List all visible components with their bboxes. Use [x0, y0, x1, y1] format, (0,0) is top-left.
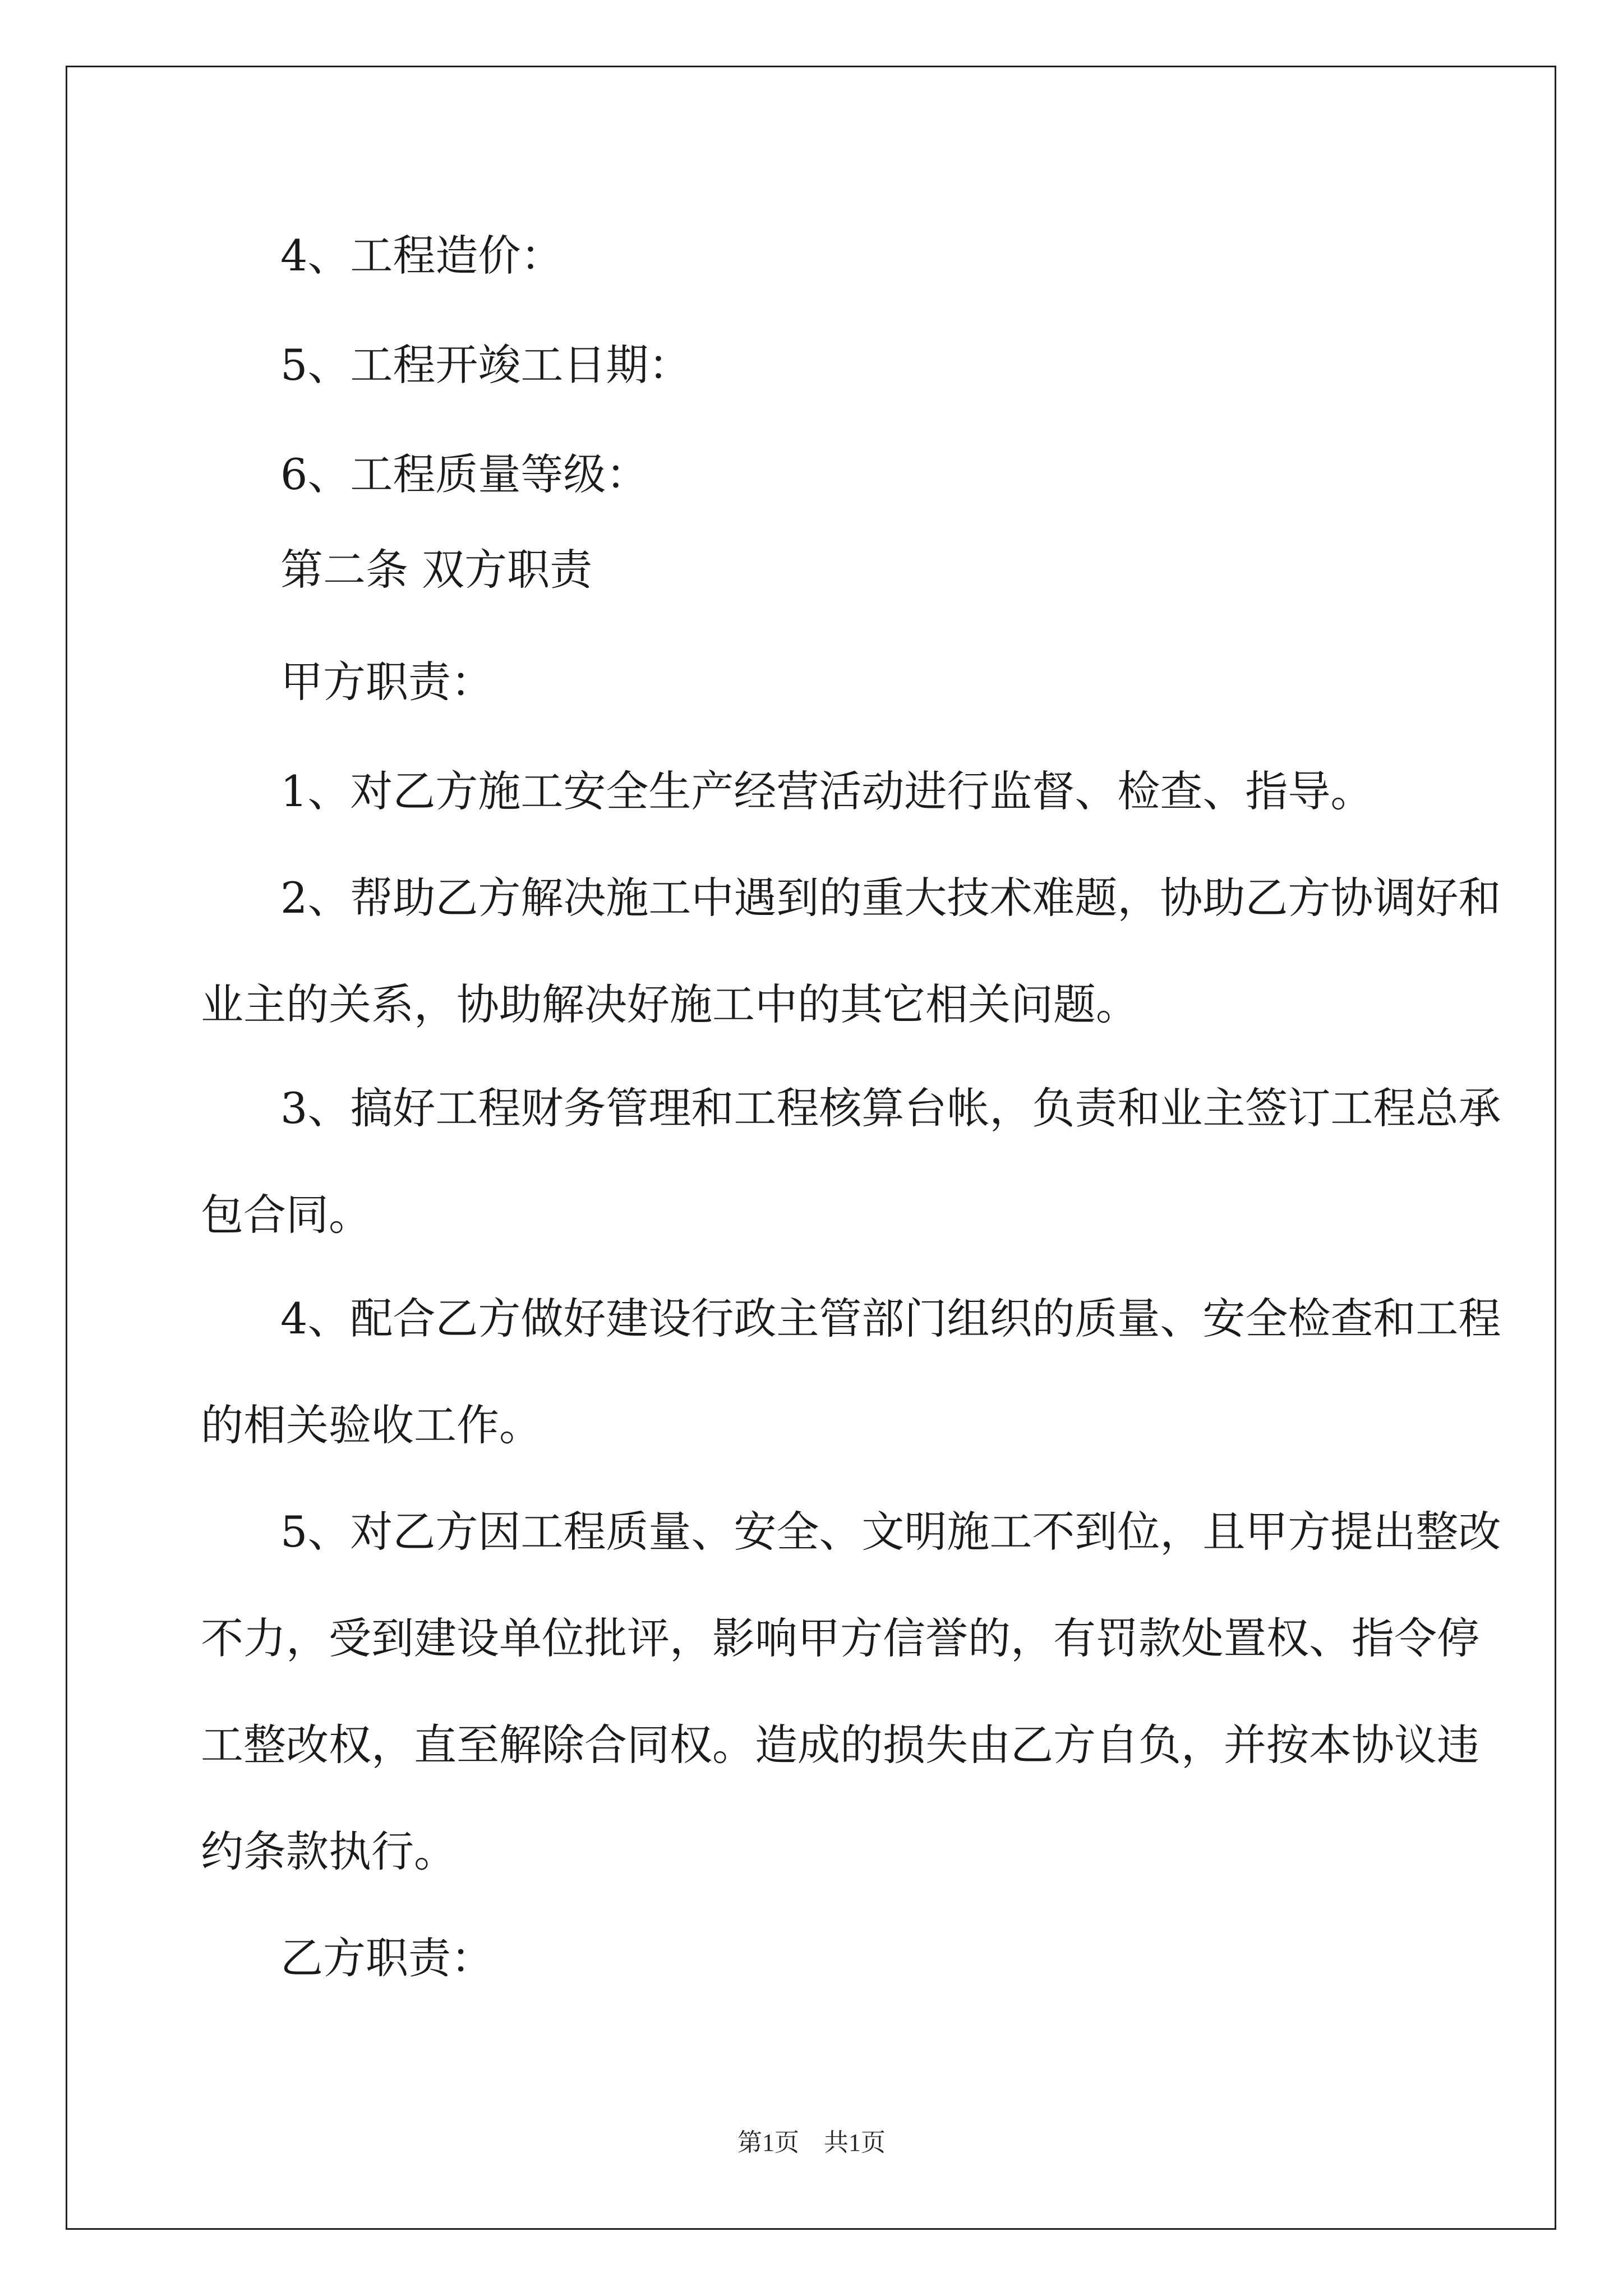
paragraph-line: 甲方职责：	[280, 657, 494, 707]
paragraph-line: 约条款执行。	[201, 1826, 457, 1876]
paragraph-line: 包合同。	[201, 1190, 371, 1240]
paragraph-line: 不 力 ， 受 到 建 设 单 位 批 评 ， 影 响 甲 方 信 誉 的 ， 有 罚 款 处 置 权 、 指 令 停	[201, 1613, 1479, 1663]
paragraph-line: 4、工程造价：	[280, 231, 564, 280]
paragraph-line: 第二条 双方职责	[280, 545, 593, 595]
page-footer: 第1页 共1页	[737, 2129, 886, 2156]
paragraph-line: 2 、 帮 助 乙 方 解 决 施 工 中 遇 到 的 重 大 技 术 难 题 ， 协 助 乙 方 协 调 好 和	[280, 873, 1501, 923]
paragraph-line: 的相关验收工作。	[201, 1400, 542, 1450]
paragraph-line: 乙方职责：	[280, 1933, 494, 1983]
paragraph-line: 业主的关系，协助解决好施工中的其它相关问题。	[201, 979, 1138, 1029]
paragraph-line: 5、工程开竣工日期：	[280, 340, 691, 390]
paragraph-line: 1 、 对 乙 方 施 工 安 全 生 产 经 营 活 动 进 行 监 督 、 检 查 、 指 导 。	[280, 766, 1373, 816]
paragraph-line: 6、工程质量等级：	[280, 449, 649, 499]
paragraph-line: 5 、 对 乙 方 因 工 程 质 量 、 安 全 、 文 明 施 工 不 到 位 ， 且 甲 方 提 出 整 改	[280, 1507, 1501, 1557]
paragraph-line: 4 、 配 合 乙 方 做 好 建 设 行 政 主 管 部 门 组 织 的 质 量 、 安 全 检 查 和 工 程	[280, 1294, 1501, 1343]
paragraph-line: 3 、 搞 好 工 程 财 务 管 理 和 工 程 核 算 台 帐 ， 负 责 和 业 主 签 订 工 程 总 承	[280, 1083, 1501, 1133]
paragraph-line: 工 整 改 权 ， 直 至 解 除 合 同 权 。 造 成 的 损 失 由 乙 方 自 负 ， 并 按 本 协 议 违	[201, 1720, 1479, 1770]
